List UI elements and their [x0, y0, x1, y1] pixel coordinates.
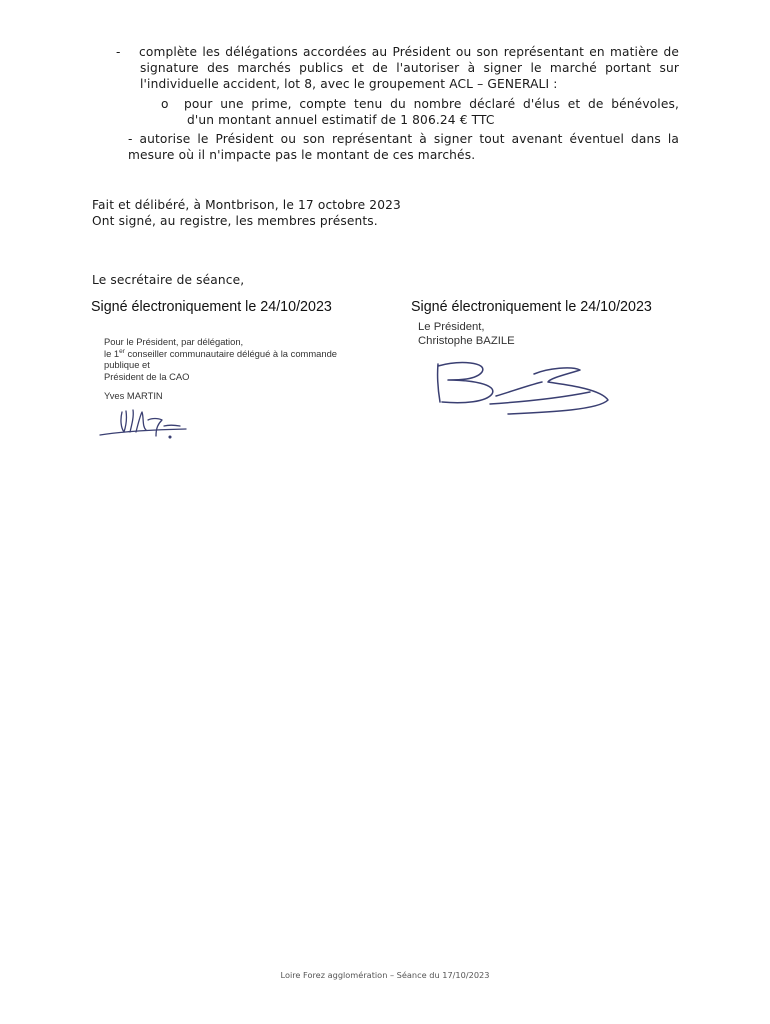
avenant-line-1: - autorise le Président ou son représentant à signer tout avenant éventuel dans la [128, 132, 679, 146]
right-handwritten-signature [430, 356, 615, 418]
president-name: Christophe BAZILE [418, 335, 515, 347]
prime-paragraph [184, 96, 679, 128]
left-delegation-line-4: Président de la CAO [104, 370, 190, 382]
right-signed-electronically: Signé électroniquement le 24/10/2023 [411, 299, 652, 315]
page-footer: Loire Forez agglomération – Séance du 17/10/2023 [280, 970, 490, 980]
left-delegation-line-2 [104, 348, 337, 360]
delegation-line-2: signature des marchés publics et de l'autoriser à signer le marché portant sur [140, 61, 679, 75]
left-line2-post: conseiller communautaire délégué à la commande [124, 347, 338, 359]
left-signer-name: Yves MARTIN [104, 390, 163, 401]
delegation-line-3: l'individuelle accident, lot 8, avec le groupement ACL – GENERALI : [140, 77, 558, 91]
delegation-line-1: complète les délégations accordées au Président ou son représentant en matière de [139, 45, 679, 59]
closing-block [92, 197, 401, 229]
president-title: Le Président, [418, 321, 485, 333]
left-delegation-block [104, 336, 337, 382]
left-line2-pre: le 1 [104, 347, 120, 359]
closing-line-2: Ont signé, au registre, les membres présents. [92, 214, 378, 228]
secretary-label: Le secrétaire de séance, [92, 273, 245, 287]
left-delegation-line-1: Pour le Président, par délégation, [104, 336, 244, 347]
avenant-line-2: mesure où il n'impacte pas le montant de ces marchés. [128, 148, 476, 162]
closing-line-1: Fait et délibéré, à Montbrison, le 17 octobre 2023 [92, 198, 401, 212]
prime-line-1: pour une prime, compte tenu du nombre déclaré d'élus et de bénévoles, [184, 97, 679, 111]
sub-bullet-marker: o [161, 97, 169, 111]
delegation-paragraph [139, 44, 679, 92]
prime-line-2: d'un montant annuel estimatif de 1 806.24 € TTC [187, 113, 495, 127]
left-signed-electronically: Signé électroniquement le 24/10/2023 [91, 299, 332, 315]
left-handwritten-signature [98, 406, 198, 444]
bullet-dash: - [116, 45, 121, 59]
avenant-paragraph [128, 131, 679, 163]
left-delegation-line-3: publique et [104, 359, 150, 370]
left-line2-sup: er [119, 347, 125, 355]
